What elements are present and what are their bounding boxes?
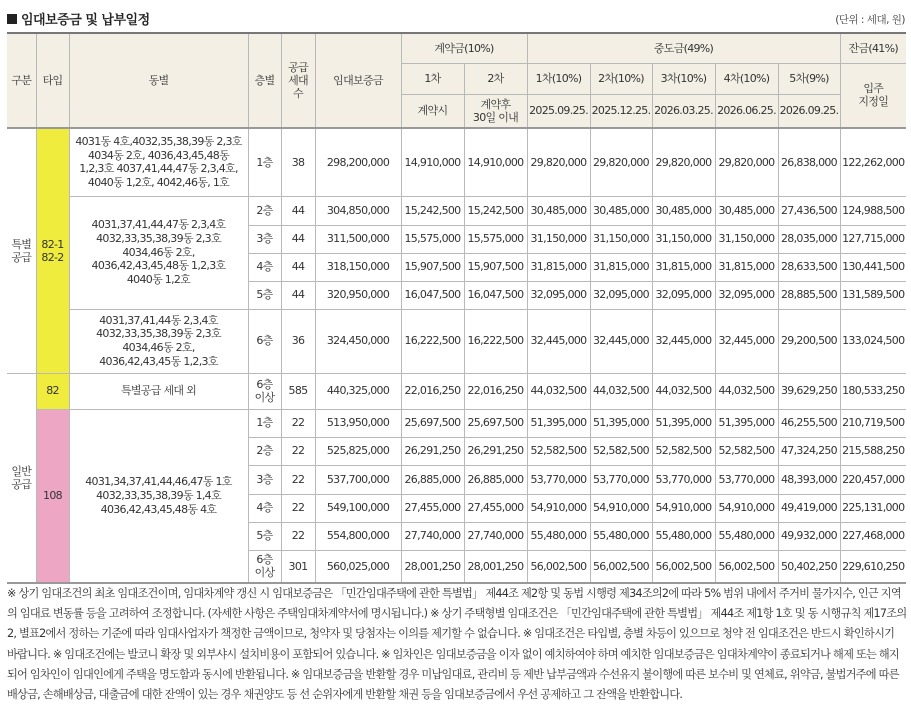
m3-cell: 52,582,500 <box>652 437 715 465</box>
m1-cell: 31,150,000 <box>527 225 590 253</box>
footnote: ※ 상기 임대조건의 최초 임대조건이며, 임대차계약 갱신 시 임대보증금은 「민간임대주택에 관한 특별법」 제44조 제2항 및 동법 시행령 제34조의2에 따라 5% 범위 내에서 주거비 물가지수, 인근 지역의 임대료 변동률 등을 고려하여 조정합니다. (자세한 사항은 주택임대차계약서에 명시됩니다.) ※ 상기 주택형별 임대조건은 「민간임대주택에 관한 특별법」 제44조 제1항 1호 및 동 시행규칙 제17조의2, 별표2에서 정하는 기준에 따라 임대사업자가 책정한 금액이므로, 청약자 및 당첨자는 이의를 제기할 수 없습니다. ※ 임대조건은 타입별, 층별 차등이 있으므로 청약 전 임대조건은 반드시 확인하시기 바랍니다. ※ 임대조건에는 발코니 확장 및 외부샤시 설치비용이 포함되어 있습니다. ※ 임차인은 임대보증금을 이자 없이 예치하여야 하며 예치한 임대보증금은 임대차계약이 종료되거나 해제 또는 해지되어 임차인이 임대인에게 주택을 명도함과 동시에 반환됩니다. ※ 임대보증금을 반환할 경우 미납임대료, 관리비 등 제반 납부금액과 수선유지 불이행에 따른 보수비 및 연체료, 위약금, 불법거주에 따른 배상금, 손해배상금, 대출금에 대한 잔액이 있는 경우 채권양도 등 선 순위자에게 반환할 채권 등을 임대보증금에서 우선 공제하고 그 잔액을 반환합니다. <box>7 587 907 702</box>
c2-cell: 26,291,250 <box>464 437 527 465</box>
units-cell: 44 <box>281 196 315 225</box>
m2-cell: 32,095,000 <box>590 281 652 309</box>
deposit-cell: 298,200,000 <box>315 128 401 196</box>
table-row <box>7 409 906 437</box>
m4-cell: 31,815,000 <box>715 253 778 281</box>
dong-cell: 4031,37,41,44,47동 2,3,4호 4032,33,35,38,39동 2,3호 4034,46동 2호, 4036,42,43,45,48동 1,2,3호 4040동 1,2호 <box>69 196 248 309</box>
deposit-cell: 560,025,000 <box>315 550 401 583</box>
header-interim-2-date: 2025.12.25. <box>590 94 652 128</box>
units-cell: 22 <box>281 494 315 522</box>
section-title-text: 임대보증금 및 납부일정 <box>21 13 150 28</box>
m3-cell: 31,150,000 <box>652 225 715 253</box>
m5-cell: 27,436,500 <box>778 196 840 225</box>
m5-cell: 28,035,000 <box>778 225 840 253</box>
m5-cell: 47,324,250 <box>778 437 840 465</box>
m3-cell: 55,480,000 <box>652 522 715 550</box>
m4-cell: 53,770,000 <box>715 465 778 494</box>
c2-cell: 27,455,000 <box>464 494 527 522</box>
bal-cell: 180,533,250 <box>840 373 906 409</box>
bal-cell: 227,468,000 <box>840 522 906 550</box>
m1-cell: 53,770,000 <box>527 465 590 494</box>
m5-cell: 28,633,500 <box>778 253 840 281</box>
header-balance: 잔금(41%) <box>840 33 906 63</box>
m3-cell: 29,820,000 <box>652 128 715 196</box>
header-interim-4: 4차(10%) <box>715 63 778 94</box>
header-interim-4-date: 2026.06.25. <box>715 94 778 128</box>
table-row <box>7 128 906 196</box>
m5-cell: 39,629,250 <box>778 373 840 409</box>
c1-cell: 16,047,500 <box>401 281 464 309</box>
header-units: 공급 세대 수 <box>281 33 315 128</box>
c2-cell: 15,242,500 <box>464 196 527 225</box>
deposit-cell: 554,800,000 <box>315 522 401 550</box>
bal-cell: 225,131,000 <box>840 494 906 522</box>
header-category: 구분 <box>7 33 36 128</box>
m1-cell: 31,815,000 <box>527 253 590 281</box>
m4-cell: 44,032,500 <box>715 373 778 409</box>
c1-cell: 16,222,500 <box>401 309 464 373</box>
floor-cell: 1층 <box>248 409 281 437</box>
bal-cell: 124,988,500 <box>840 196 906 225</box>
m4-cell: 30,485,000 <box>715 196 778 225</box>
m2-cell: 31,150,000 <box>590 225 652 253</box>
m2-cell: 56,002,500 <box>590 550 652 583</box>
m2-cell: 55,480,000 <box>590 522 652 550</box>
m2-cell: 52,582,500 <box>590 437 652 465</box>
dong-cell: 특별공급 세대 외 <box>69 373 248 409</box>
m4-cell: 54,910,000 <box>715 494 778 522</box>
m4-cell: 56,002,500 <box>715 550 778 583</box>
bal-cell: 220,457,000 <box>840 465 906 494</box>
m3-cell: 30,485,000 <box>652 196 715 225</box>
c2-cell: 16,222,500 <box>464 309 527 373</box>
m3-cell: 53,770,000 <box>652 465 715 494</box>
units-cell: 44 <box>281 225 315 253</box>
deposit-cell: 440,325,000 <box>315 373 401 409</box>
table-row <box>7 309 906 373</box>
units-cell: 585 <box>281 373 315 409</box>
m3-cell: 51,395,000 <box>652 409 715 437</box>
c2-cell: 28,001,250 <box>464 550 527 583</box>
floor-cell: 1층 <box>248 128 281 196</box>
deposit-schedule-table <box>7 32 906 584</box>
c2-cell: 15,575,000 <box>464 225 527 253</box>
floor-cell: 4층 <box>248 494 281 522</box>
m3-cell: 44,032,500 <box>652 373 715 409</box>
c1-cell: 25,697,500 <box>401 409 464 437</box>
m2-cell: 30,485,000 <box>590 196 652 225</box>
units-cell: 22 <box>281 522 315 550</box>
m2-cell: 31,815,000 <box>590 253 652 281</box>
bal-cell: 215,588,250 <box>840 437 906 465</box>
units-cell: 38 <box>281 128 315 196</box>
m1-cell: 30,485,000 <box>527 196 590 225</box>
m1-cell: 54,910,000 <box>527 494 590 522</box>
units-cell: 36 <box>281 309 315 373</box>
m1-cell: 51,395,000 <box>527 409 590 437</box>
header-dong: 동별 <box>69 33 248 128</box>
table-body <box>7 128 906 583</box>
square-bullet-icon <box>7 14 17 24</box>
m3-cell: 54,910,000 <box>652 494 715 522</box>
c2-cell: 15,907,500 <box>464 253 527 281</box>
header-contract-2: 2차 <box>464 63 527 94</box>
header-contract-2-when: 계약후 30일 이내 <box>464 94 527 128</box>
deposit-cell: 311,500,000 <box>315 225 401 253</box>
c1-cell: 27,455,000 <box>401 494 464 522</box>
m1-cell: 56,002,500 <box>527 550 590 583</box>
deposit-cell: 549,100,000 <box>315 494 401 522</box>
floor-cell: 4층 <box>248 253 281 281</box>
m1-cell: 29,820,000 <box>527 128 590 196</box>
c1-cell: 28,001,250 <box>401 550 464 583</box>
units-cell: 301 <box>281 550 315 583</box>
m2-cell: 53,770,000 <box>590 465 652 494</box>
m5-cell: 48,393,000 <box>778 465 840 494</box>
bal-cell: 210,719,500 <box>840 409 906 437</box>
m1-cell: 55,480,000 <box>527 522 590 550</box>
m1-cell: 32,095,000 <box>527 281 590 309</box>
m5-cell: 49,419,000 <box>778 494 840 522</box>
floor-cell: 6층 <box>248 309 281 373</box>
floor-cell: 2층 <box>248 437 281 465</box>
header-type: 타입 <box>36 33 69 128</box>
header-interim-1: 1차(10%) <box>527 63 590 94</box>
m4-cell: 32,095,000 <box>715 281 778 309</box>
header-interim-3-date: 2026.03.25. <box>652 94 715 128</box>
header-balance-when: 입주 지정일 <box>840 63 906 128</box>
m3-cell: 32,445,000 <box>652 309 715 373</box>
m2-cell: 51,395,000 <box>590 409 652 437</box>
m4-cell: 31,150,000 <box>715 225 778 253</box>
dong-cell: 4031,34,37,41,44,46,47동 1호 4032,33,35,38,39동 1,4호 4036,42,43,45,48동 4호 <box>69 409 248 583</box>
c2-cell: 22,016,250 <box>464 373 527 409</box>
c2-cell: 14,910,000 <box>464 128 527 196</box>
m4-cell: 51,395,000 <box>715 409 778 437</box>
table-row <box>7 196 906 225</box>
deposit-cell: 525,825,000 <box>315 437 401 465</box>
c2-cell: 27,740,000 <box>464 522 527 550</box>
header-deposit: 임대보증금 <box>315 33 401 128</box>
m2-cell: 44,032,500 <box>590 373 652 409</box>
m3-cell: 32,095,000 <box>652 281 715 309</box>
deposit-cell: 513,950,000 <box>315 409 401 437</box>
floor-cell: 6층 이상 <box>248 373 281 409</box>
deposit-cell: 324,450,000 <box>315 309 401 373</box>
header-interim-5: 5차(9%) <box>778 63 840 94</box>
c1-cell: 27,740,000 <box>401 522 464 550</box>
units-cell: 22 <box>281 465 315 494</box>
m1-cell: 32,445,000 <box>527 309 590 373</box>
unit-label: (단위 : 세대, 원) <box>835 14 905 26</box>
bal-cell: 133,024,500 <box>840 309 906 373</box>
m4-cell: 29,820,000 <box>715 128 778 196</box>
section-title <box>7 9 150 28</box>
c2-cell: 16,047,500 <box>464 281 527 309</box>
m1-cell: 44,032,500 <box>527 373 590 409</box>
bal-cell: 130,441,500 <box>840 253 906 281</box>
header-contract-1: 1차 <box>401 63 464 94</box>
type-cell: 82-1 82-2 <box>36 128 69 373</box>
c1-cell: 15,575,000 <box>401 225 464 253</box>
floor-cell: 5층 <box>248 281 281 309</box>
c1-cell: 26,885,000 <box>401 465 464 494</box>
bal-cell: 127,715,000 <box>840 225 906 253</box>
m3-cell: 31,815,000 <box>652 253 715 281</box>
header-interim: 중도금(49%) <box>527 33 840 63</box>
m5-cell: 28,885,500 <box>778 281 840 309</box>
header-contract: 계약금(10%) <box>401 33 527 63</box>
dong-cell: 4031,37,41,44동 2,3,4호 4032,33,35,38,39동 2,3호 4034,46동 2호, 4036,42,43,45동 1,2,3호 <box>69 309 248 373</box>
c1-cell: 22,016,250 <box>401 373 464 409</box>
m1-cell: 52,582,500 <box>527 437 590 465</box>
m2-cell: 54,910,000 <box>590 494 652 522</box>
floor-cell: 2층 <box>248 196 281 225</box>
m4-cell: 32,445,000 <box>715 309 778 373</box>
deposit-cell: 537,700,000 <box>315 465 401 494</box>
table-row <box>7 373 906 409</box>
c1-cell: 15,907,500 <box>401 253 464 281</box>
header-interim-1-date: 2025.09.25. <box>527 94 590 128</box>
m3-cell: 56,002,500 <box>652 550 715 583</box>
type-cell: 82 <box>36 373 69 409</box>
category-cell: 특별 공급 <box>7 128 36 373</box>
floor-cell: 3층 <box>248 465 281 494</box>
m5-cell: 49,932,000 <box>778 522 840 550</box>
bal-cell: 122,262,000 <box>840 128 906 196</box>
header-interim-5-date: 2026.09.25. <box>778 94 840 128</box>
c2-cell: 25,697,500 <box>464 409 527 437</box>
category-cell: 일반 공급 <box>7 373 36 583</box>
m2-cell: 32,445,000 <box>590 309 652 373</box>
m5-cell: 46,255,500 <box>778 409 840 437</box>
deposit-cell: 320,950,000 <box>315 281 401 309</box>
m4-cell: 55,480,000 <box>715 522 778 550</box>
header-floor: 층별 <box>248 33 281 128</box>
m4-cell: 52,582,500 <box>715 437 778 465</box>
units-cell: 22 <box>281 437 315 465</box>
units-cell: 44 <box>281 281 315 309</box>
c2-cell: 26,885,000 <box>464 465 527 494</box>
m5-cell: 50,402,250 <box>778 550 840 583</box>
units-cell: 22 <box>281 409 315 437</box>
c1-cell: 15,242,500 <box>401 196 464 225</box>
type-cell: 108 <box>36 409 69 583</box>
floor-cell: 6층 이상 <box>248 550 281 583</box>
units-cell: 44 <box>281 253 315 281</box>
m5-cell: 29,200,500 <box>778 309 840 373</box>
deposit-cell: 304,850,000 <box>315 196 401 225</box>
dong-cell: 4031동 4호,4032,35,38,39동 2,3호 4034동 2호, 4036,43,45,48동 1,2,3호 4037,41,44,47동 2,3,4호, 4040동 1,2호, 4042,46동, 1호 <box>69 128 248 196</box>
floor-cell: 3층 <box>248 225 281 253</box>
header-interim-2: 2차(10%) <box>590 63 652 94</box>
header-interim-3: 3차(10%) <box>652 63 715 94</box>
m2-cell: 29,820,000 <box>590 128 652 196</box>
c1-cell: 26,291,250 <box>401 437 464 465</box>
m5-cell: 26,838,000 <box>778 128 840 196</box>
floor-cell: 5층 <box>248 522 281 550</box>
bal-cell: 229,610,250 <box>840 550 906 583</box>
bal-cell: 131,589,500 <box>840 281 906 309</box>
deposit-cell: 318,150,000 <box>315 253 401 281</box>
c1-cell: 14,910,000 <box>401 128 464 196</box>
header-contract-1-when: 계약시 <box>401 94 464 128</box>
